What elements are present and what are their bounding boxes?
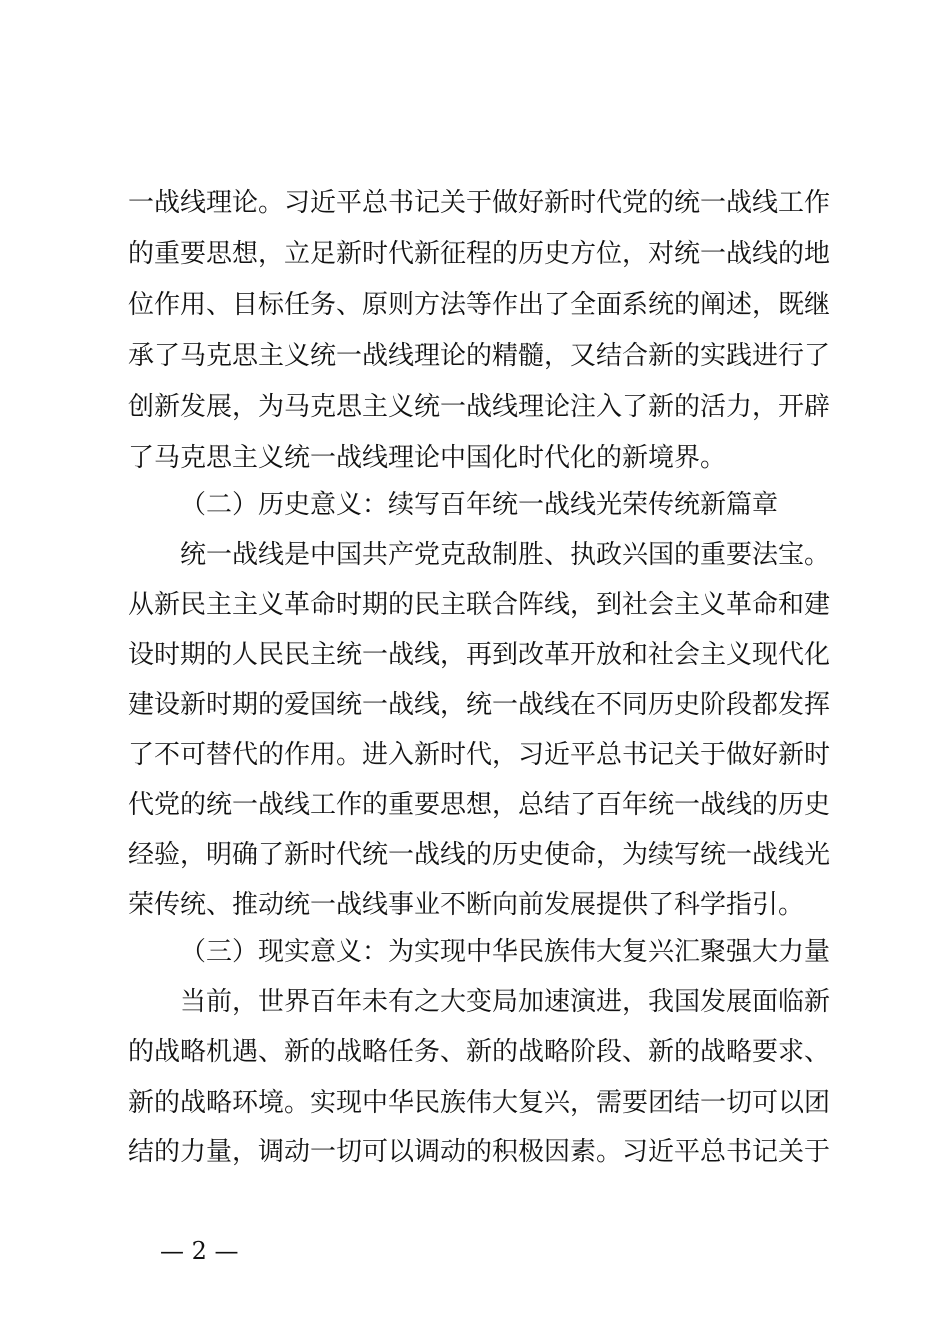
paragraph-2-line-5: 了不可替代的作用。进入新时代，习近平总书记关于做好新时 (128, 740, 831, 770)
paragraph-2-line-3: 设时期的人民民主统一战线，再到改革开放和社会主义现代化 (128, 640, 831, 670)
paragraph-1-line-3: 位作用、目标任务、原则方法等作出了全面系统的阐述，既继 (128, 290, 831, 320)
paragraph-2-line-1: 统一战线是中国共产党克敌制胜、执政兴国的重要法宝。 (180, 540, 831, 570)
paragraph-1-line-5: 创新发展，为马克思主义统一战线理论注入了新的活力，开辟 (128, 392, 831, 422)
paragraph-3-line-4: 结的力量，调动一切可以调动的积极因素。习近平总书记关于 (128, 1137, 831, 1167)
paragraph-1-line-1: 一战线理论。习近平总书记关于做好新时代党的统一战线工作 (128, 188, 831, 218)
paragraph-3-line-1: 当前，世界百年未有之大变局加速演进，我国发展面临新 (180, 987, 831, 1017)
page-number: — 2 — (160, 1237, 239, 1265)
paragraph-2-line-8: 荣传统、推动统一战线事业不断向前发展提供了科学指引。 (128, 890, 805, 920)
paragraph-3-line-2: 的战略机遇、新的战略任务、新的战略阶段、新的战略要求、 (128, 1037, 831, 1067)
paragraph-2-line-2: 从新民主主义革命时期的民主联合阵线，到社会主义革命和建 (128, 590, 831, 620)
paragraph-1-line-6: 了马克思主义统一战线理论中国化时代化的新境界。 (128, 443, 727, 473)
paragraph-2-line-4: 建设新时期的爱国统一战线，统一战线在不同历史阶段都发挥 (128, 690, 831, 720)
paragraph-2-line-7: 经验，明确了新时代统一战线的历史使命，为续写统一战线光 (128, 840, 831, 870)
section-heading-3: （三）现实意义：为实现中华民族伟大复兴汇聚强大力量 (180, 937, 831, 967)
paragraph-3-line-3: 新的战略环境。实现中华民族伟大复兴，需要团结一切可以团 (128, 1088, 831, 1118)
paragraph-1-line-2: 的重要思想，立足新时代新征程的历史方位，对统一战线的地 (128, 239, 831, 269)
section-heading-2: （二）历史意义：续写百年统一战线光荣传统新篇章 (180, 490, 779, 520)
paragraph-2-line-6: 代党的统一战线工作的重要思想，总结了百年统一战线的历史 (128, 790, 831, 820)
paragraph-1-line-4: 承了马克思主义统一战线理论的精髓，又结合新的实践进行了 (128, 341, 831, 371)
